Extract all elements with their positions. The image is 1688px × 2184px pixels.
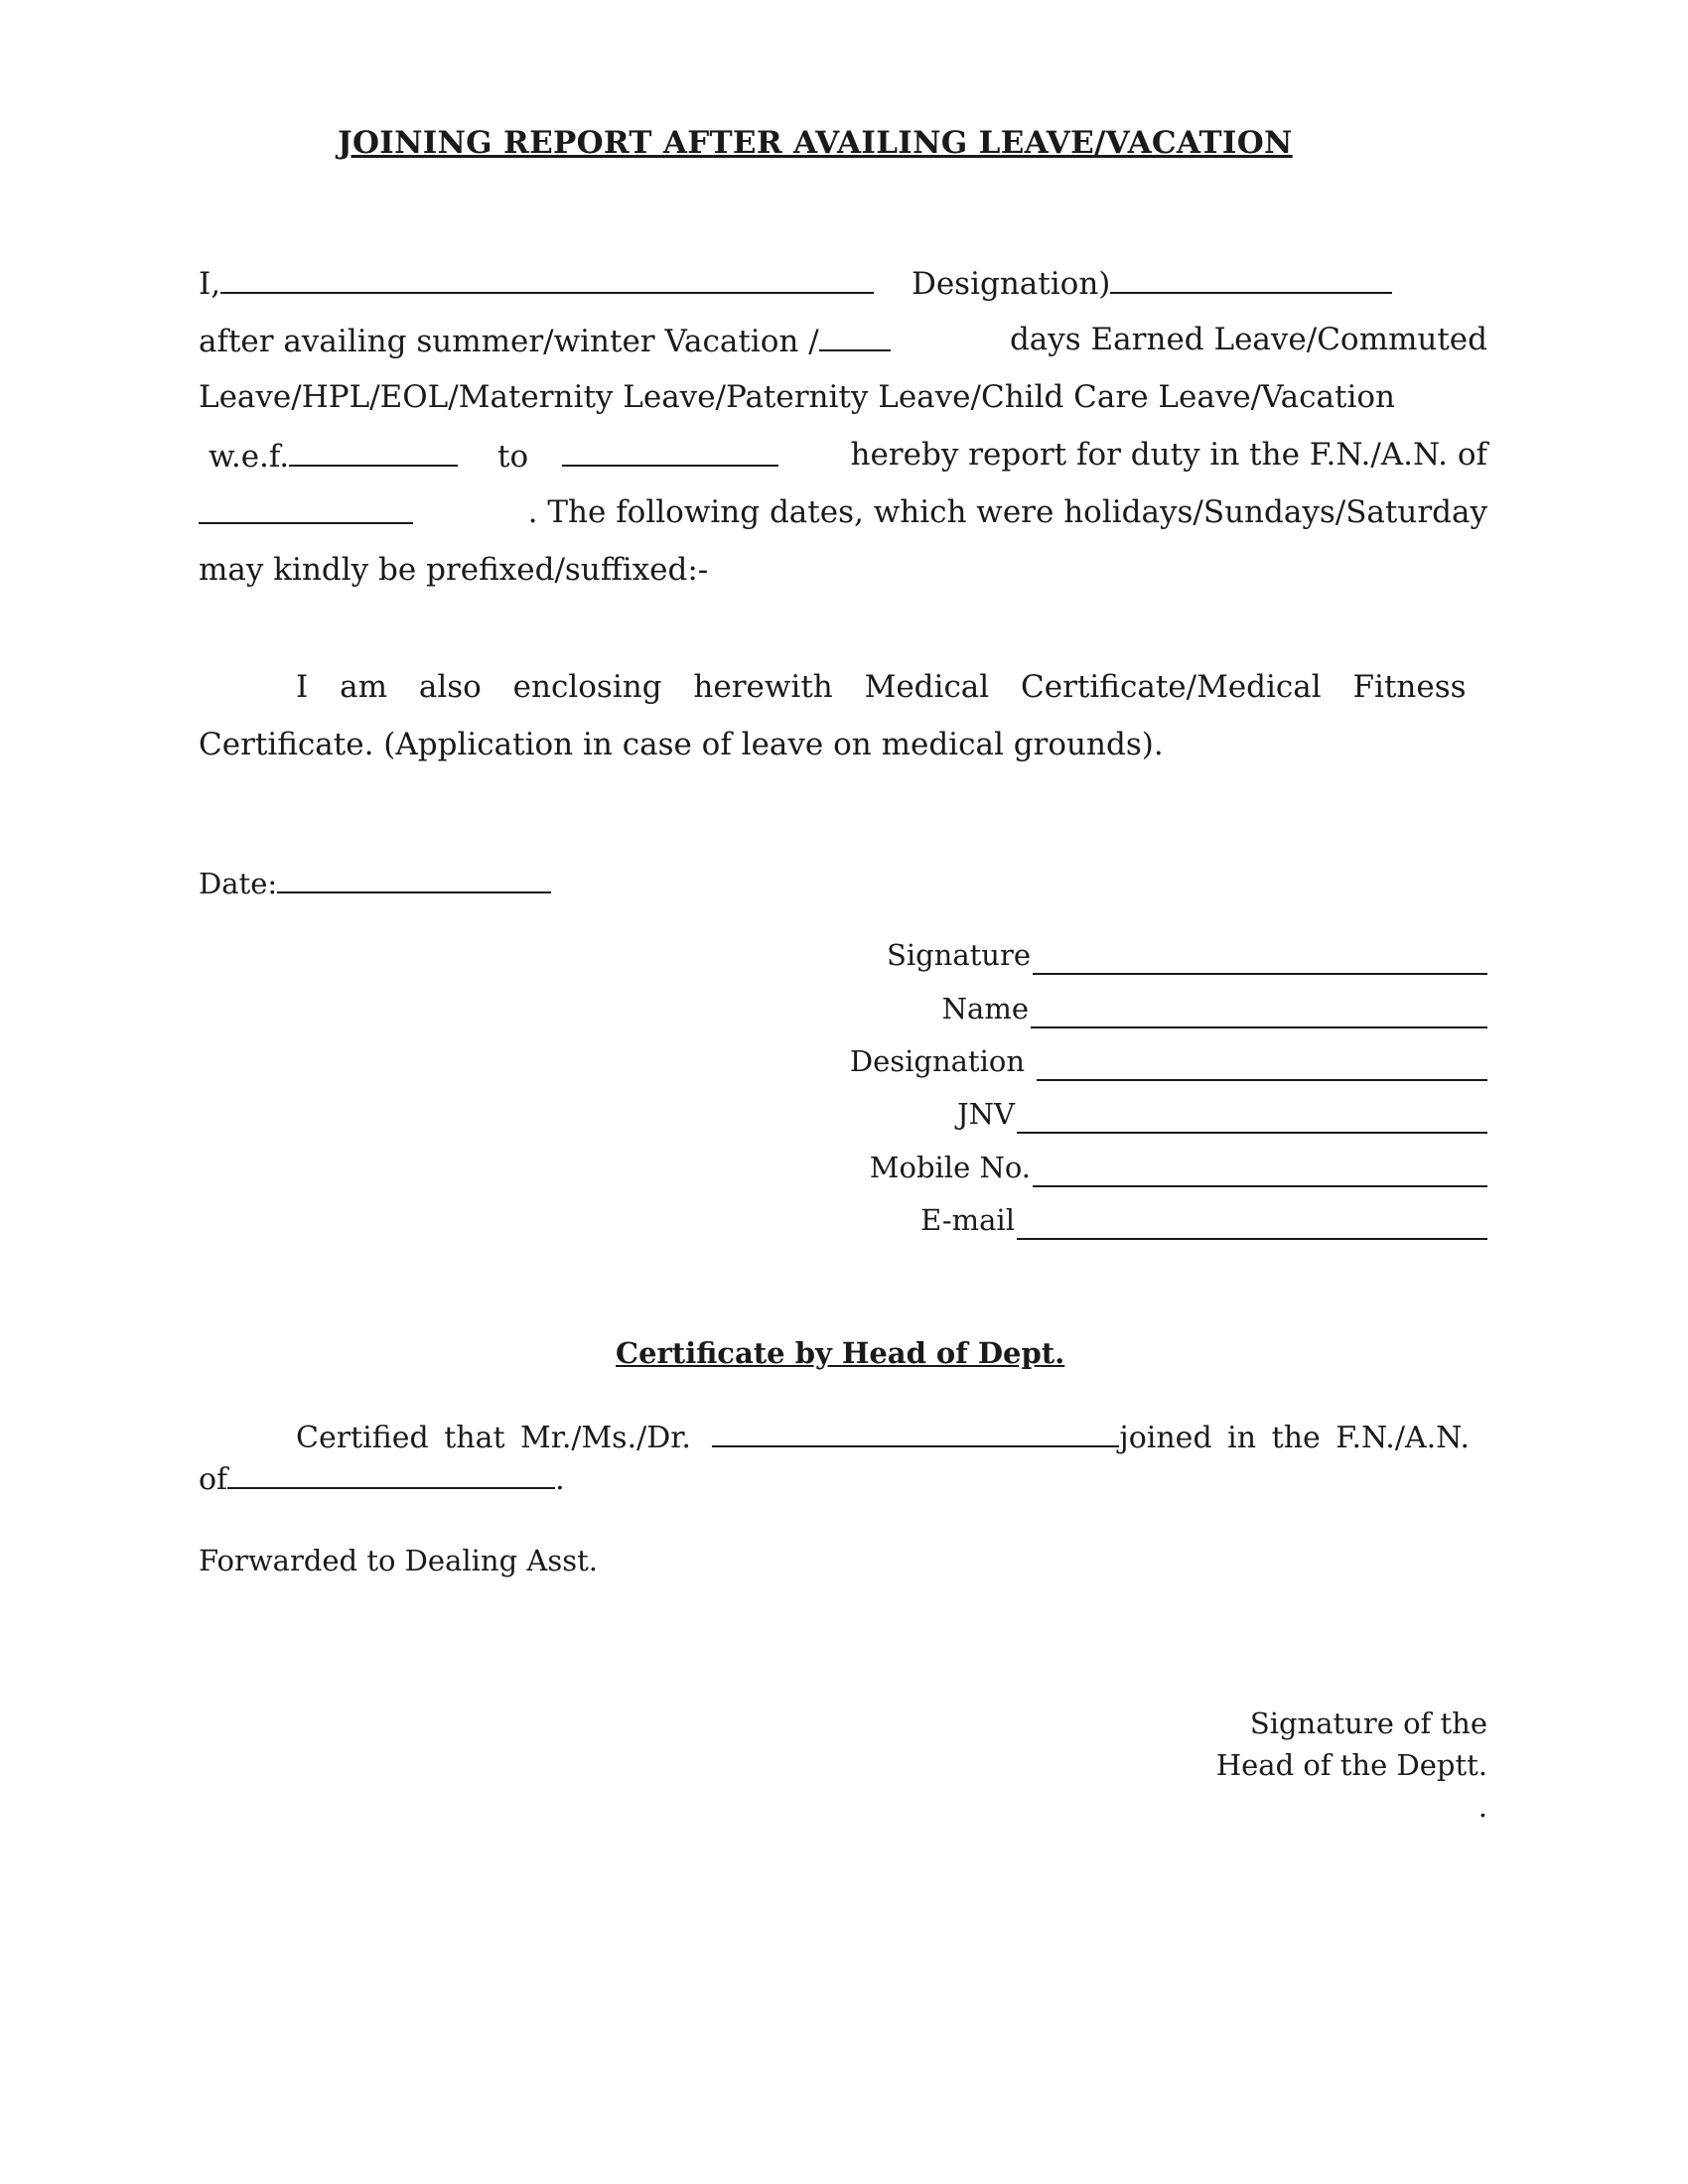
name-blank[interactable] xyxy=(220,262,874,294)
of-date-blank[interactable] xyxy=(227,1457,555,1489)
of-line xyxy=(199,1457,565,1500)
designation-row xyxy=(850,1041,1487,1081)
earned-leave-text: days Earned Leave/Commuted xyxy=(1009,322,1487,357)
line-medical-cert xyxy=(296,667,1487,707)
line-after-availing xyxy=(199,320,1487,361)
designation-label: Designation xyxy=(849,1044,1025,1078)
hod-signature-line2: Head of the Deptt. xyxy=(1215,1748,1487,1782)
mobile-row xyxy=(870,1148,1487,1187)
of-label: of xyxy=(199,1462,228,1497)
days-blank[interactable] xyxy=(819,320,891,351)
of-period: . xyxy=(555,1462,565,1497)
mobile-label: Mobile No. xyxy=(869,1151,1031,1184)
line-prefixed: may kindly be prefixed/suffixed:- xyxy=(199,552,709,588)
jnv-row xyxy=(957,1094,1487,1134)
certified-text: Certified that Mr./Ms./Dr. xyxy=(296,1421,691,1455)
certified-name-blank[interactable] xyxy=(712,1416,1119,1447)
forwarded-text: Forwarded to Dealing Asst. xyxy=(199,1544,598,1577)
sig-designation-blank[interactable] xyxy=(1037,1049,1487,1081)
line-leave-types: Leave/HPL/EOL/Maternity Leave/Paternity Leave/Child Care Leave/Vacation xyxy=(199,379,1395,415)
jnv-label: JNV xyxy=(957,1097,1015,1131)
jnv-blank[interactable] xyxy=(1017,1102,1487,1134)
label-wef: w.e.f. xyxy=(209,439,290,475)
wef-date-blank[interactable] xyxy=(289,435,458,467)
line-wef xyxy=(209,435,1487,477)
medical-cert-text: I am also enclosing herewith Medical Certificate/Medical Fitness xyxy=(296,669,1467,705)
report-date-blank[interactable] xyxy=(199,492,413,524)
hod-signature-line3: . xyxy=(1477,1790,1487,1824)
label-i: I, xyxy=(199,266,221,302)
signature-label: Signature xyxy=(886,938,1031,972)
line-application-note: Certificate. (Application in case of leave on medical grounds). xyxy=(199,727,1164,762)
date-line xyxy=(199,862,551,903)
name-label: Name xyxy=(941,992,1029,1025)
designation-blank[interactable] xyxy=(1110,262,1392,294)
signature-row xyxy=(887,935,1487,975)
after-availing-text: after availing summer/winter Vacation / xyxy=(199,320,891,361)
mobile-blank[interactable] xyxy=(1033,1156,1487,1187)
certificate-heading: Certificate by Head of Dept. xyxy=(616,1336,1065,1370)
label-designation: Designation) xyxy=(911,266,1111,302)
page-title: JOINING REPORT AFTER AVAILING LEAVE/VACATION xyxy=(338,125,1293,161)
line-name-designation xyxy=(199,262,1392,304)
hod-signature-line1: Signature of the xyxy=(1249,1706,1487,1740)
sig-name-blank[interactable] xyxy=(1031,997,1487,1028)
email-row xyxy=(920,1200,1487,1240)
line-following-dates xyxy=(199,492,1487,534)
email-label: E-mail xyxy=(920,1203,1015,1237)
certified-line xyxy=(296,1416,1487,1458)
report-duty-text: hereby report for duty in the F.N./A.N. of xyxy=(850,437,1487,473)
signature-blank[interactable] xyxy=(1033,943,1487,975)
joined-text: joined in the F.N./A.N. xyxy=(1119,1421,1471,1455)
date-label: Date: xyxy=(199,867,278,900)
label-to: to xyxy=(497,439,529,475)
name-row xyxy=(942,989,1487,1028)
to-date-blank[interactable] xyxy=(562,435,778,467)
following-dates-text: . The following dates, which were holidays/Sundays/Saturday xyxy=(527,494,1487,530)
date-blank[interactable] xyxy=(277,862,551,893)
email-blank[interactable] xyxy=(1017,1208,1487,1240)
